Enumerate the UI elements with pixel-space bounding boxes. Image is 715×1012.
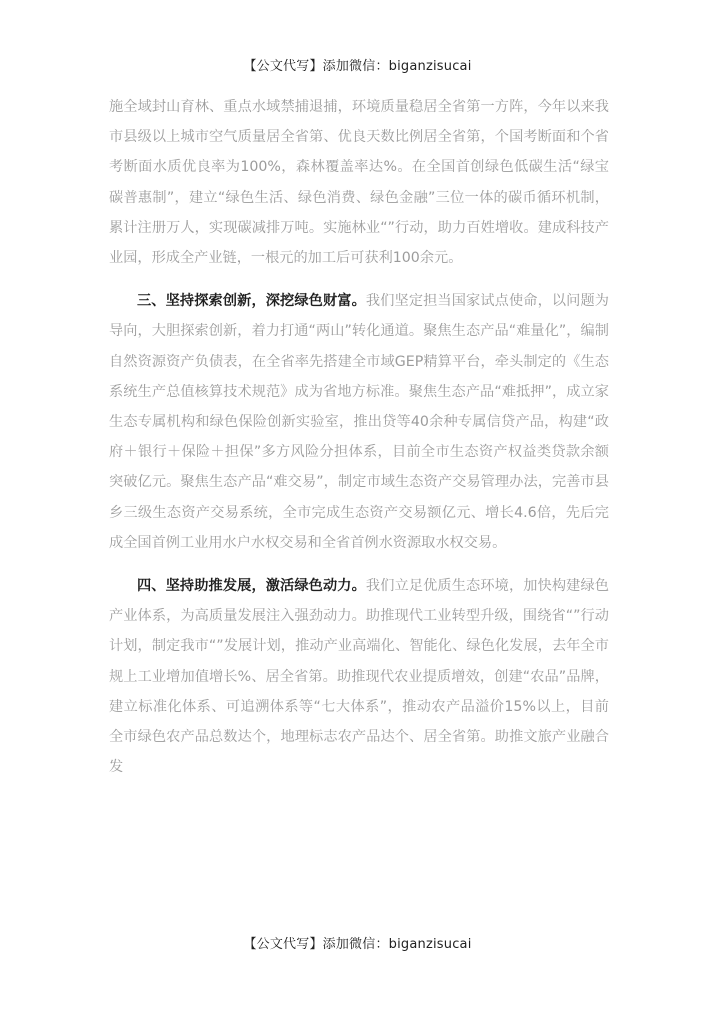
section-text-innovation: 我们坚定担当国家试点使命，以问题为导向，大胆探索创新，着力打通“两山”转化通道。聚焦生态产品“难量化”，编制自然资源资产负债表，在全省率先搭建全市域GEP精算平台，牵头制定的《生态系统生产总值核算技术规范》成为省地方标准。聚焦生态产品“难抵押”，成立家生态专属机构和绿色保险创新实验室，推出贷等40余种专属信贷产品，构建“政府＋银行＋保险＋担保”多方风险分担体系，目前全市生态资产权益类贷款余额突破亿元。聚焦生态产品“难交易”，制定市域生态资产交易管理办法，完善市县乡三级生态资产交易系统，全市完成生态资产交易额亿元、增长4.6倍，先后完成全国首例工业用水户水权交易和全省首例水资源取水权交易。	[109, 293, 609, 551]
paragraph-innovation	[109, 286, 609, 558]
page-footer: 【公文代写】添加微信：biganzisucai	[243, 937, 472, 952]
section-heading-development: 四、坚持助推发展，激活绿色动力。	[137, 578, 366, 595]
section-heading-innovation: 三、坚持探索创新，深挖绿色财富。	[137, 293, 366, 310]
paragraph-ecology: 施全域封山育林、重点水域禁捕退捕，环境质量稳居全省第一方阵，今年以来我市县级以上城市空气质量居全省第、优良天数比例居全省第，个国考断面和个省考断面水质优良率为100%，森林覆盖率达%。在全国首创绿色低碳生活“绿宝碳普惠制”，建立“绿色生活、绿色消费、绿色金融”三位一体的碳币循环机制，累计注册万人，实现碳减排万吨。实施林业“”行动，助力百姓增收。建成科技产业园，形成全产业链，一根元的加工后可获利100余元。	[109, 99, 609, 267]
document-body	[109, 92, 609, 782]
page-header: 【公文代写】添加微信：biganzisucai	[243, 59, 472, 74]
paragraph-development	[109, 571, 609, 782]
section-text-development: 我们立足优质生态环境，加快构建绿色产业体系，为高质量发展注入强劲动力。助推现代工业转型升级，围绕省“”行动计划，制定我市“”发展计划，推动产业高端化、智能化、绿色化发展，去年全市规上工业增加值增长%、居全省第。助推现代农业提质增效，创建“农品”品牌，建立标准化体系、可追溯体系等“七大体系”，推动农产品溢价15%以上，目前全市绿色农产品总数达个，地理标志农产品达个、居全省第。助推文旅产业融合发	[109, 578, 609, 776]
